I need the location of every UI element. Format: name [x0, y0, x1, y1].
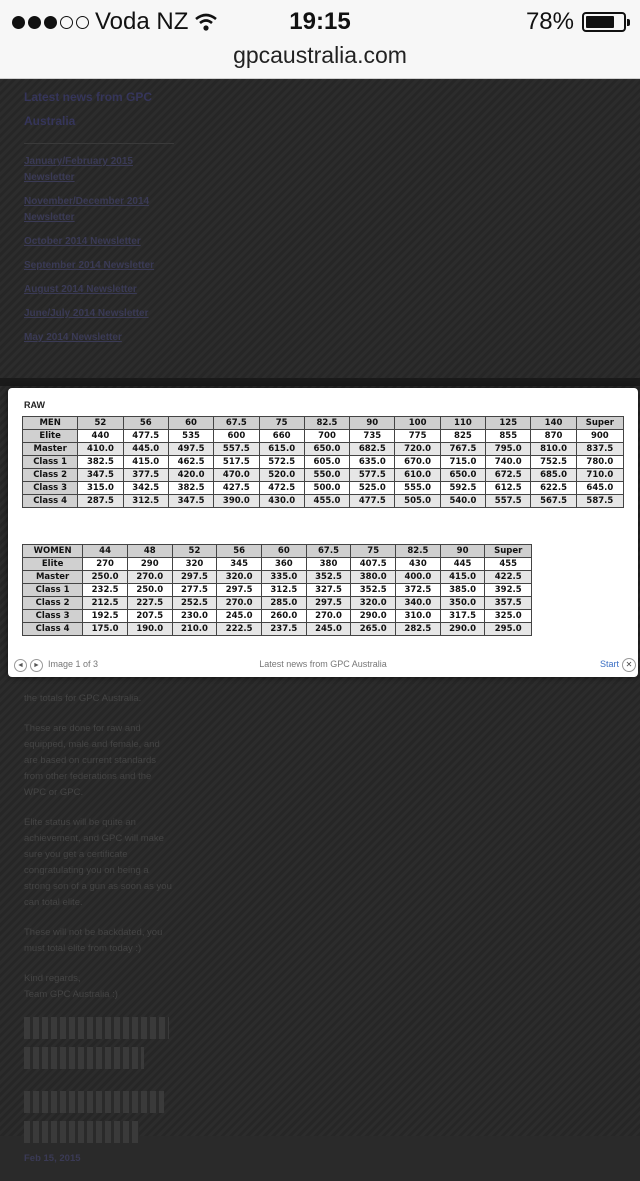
table-cell: 622.5: [531, 482, 576, 495]
table-cell: 752.5: [531, 456, 576, 469]
table-cell: 270: [83, 558, 128, 571]
table-cell: 715.0: [440, 456, 485, 469]
table-cell: 462.5: [168, 456, 213, 469]
table-cell: 250.0: [83, 571, 128, 584]
women-standards-table: [22, 544, 532, 636]
table-row: [23, 597, 532, 610]
table-cell: 470.0: [214, 469, 259, 482]
table-cell: 900: [576, 430, 623, 443]
table-cell: 317.5: [440, 610, 485, 623]
table-row: [23, 584, 532, 597]
table-cell: 577.5: [350, 469, 395, 482]
table-cell: 270.0: [127, 571, 172, 584]
table-cell: 237.5: [261, 623, 306, 636]
table-row: [23, 482, 624, 495]
table-cell: 335.0: [261, 571, 306, 584]
row-label-cell: MEN: [23, 417, 78, 430]
image-counter: Image 1 of 3: [48, 659, 99, 669]
table-cell: 795.0: [486, 443, 531, 456]
table-cell: 825: [440, 430, 485, 443]
carrier-name: Voda NZ: [95, 8, 189, 35]
table-cell: 110: [440, 417, 485, 430]
table-cell: 232.5: [83, 584, 128, 597]
image-title: RAW: [24, 400, 45, 410]
table-cell: 320.0: [351, 597, 396, 610]
table-cell: 297.5: [217, 584, 262, 597]
row-label-cell: Master: [23, 443, 78, 456]
table-cell: 672.5: [486, 469, 531, 482]
table-cell: 60: [168, 417, 213, 430]
newsletter-link[interactable]: November/December 2014 Newsletter: [24, 196, 150, 223]
slideshow-start-button[interactable]: Start: [600, 659, 620, 669]
table-cell: 60: [261, 545, 306, 558]
table-cell: 572.5: [259, 456, 304, 469]
table-cell: 270.0: [306, 610, 351, 623]
row-label-cell: Class 4: [23, 623, 83, 636]
table-cell: 282.5: [396, 623, 441, 636]
table-cell: 775: [395, 430, 440, 443]
table-cell: 385.0: [440, 584, 485, 597]
table-cell: 685.0: [531, 469, 576, 482]
newsletter-link[interactable]: January/February 2015 Newsletter: [24, 156, 133, 183]
row-label-cell: Elite: [23, 558, 83, 571]
table-cell: 592.5: [440, 482, 485, 495]
article-paragraph: the totals for GPC Australia.: [24, 693, 142, 704]
prev-image-button[interactable]: ◄: [14, 659, 27, 672]
table-cell: 245.0: [217, 610, 262, 623]
table-cell: 250.0: [127, 584, 172, 597]
newsletter-link[interactable]: June/July 2014 Newsletter: [24, 308, 149, 319]
table-cell: 550.0: [304, 469, 349, 482]
table-cell: 320: [172, 558, 217, 571]
table-cell: 720.0: [395, 443, 440, 456]
url-text[interactable]: gpcaustralia.com: [233, 42, 407, 68]
table-cell: 420.0: [168, 469, 213, 482]
table-cell: 347.5: [78, 469, 123, 482]
table-cell: 352.5: [306, 571, 351, 584]
table-cell: 650.0: [440, 469, 485, 482]
news-heading: Latest news from GPC Australia: [24, 90, 153, 128]
table-cell: 212.5: [83, 597, 128, 610]
table-cell: 837.5: [576, 443, 623, 456]
row-label-cell: WOMEN: [23, 545, 83, 558]
table-cell: 82.5: [396, 545, 441, 558]
table-cell: 477.5: [350, 495, 395, 508]
row-label-cell: Class 2: [23, 469, 78, 482]
lightbox: [8, 388, 638, 677]
table-cell: 455.0: [304, 495, 349, 508]
article-paragraph: These will not be backdated, you must total elite from today :): [24, 927, 163, 954]
table-cell: 190.0: [127, 623, 172, 636]
table-cell: 245.0: [306, 623, 351, 636]
table-cell: 682.5: [350, 443, 395, 456]
table-cell: Super: [576, 417, 623, 430]
table-cell: 525.0: [350, 482, 395, 495]
table-cell: 297.5: [306, 597, 351, 610]
table-cell: 100: [395, 417, 440, 430]
table-cell: 372.5: [396, 584, 441, 597]
table-cell: 422.5: [485, 571, 532, 584]
table-cell: 350.0: [440, 597, 485, 610]
table-cell: 660: [259, 430, 304, 443]
table-cell: 392.5: [485, 584, 532, 597]
table-cell: 380: [306, 558, 351, 571]
clock: 19:15: [289, 8, 351, 35]
table-row: [23, 495, 624, 508]
table-cell: 56: [217, 545, 262, 558]
table-row: [23, 456, 624, 469]
table-cell: 445: [440, 558, 485, 571]
table-cell: 735: [350, 430, 395, 443]
close-icon[interactable]: ✕: [622, 658, 636, 672]
lightbox-footer: [8, 656, 638, 674]
table-cell: 56: [123, 417, 168, 430]
table-cell: 287.5: [78, 495, 123, 508]
table-cell: 252.5: [172, 597, 217, 610]
table-header-row: [23, 417, 624, 430]
table-cell: 270.0: [217, 597, 262, 610]
status-bar: [0, 0, 640, 40]
table-cell: 497.5: [168, 443, 213, 456]
table-cell: 52: [172, 545, 217, 558]
table-cell: 315.0: [78, 482, 123, 495]
table-cell: 75: [259, 417, 304, 430]
table-cell: 90: [440, 545, 485, 558]
battery-percent: 78%: [525, 8, 574, 35]
newsletter-link[interactable]: August 2014 Newsletter: [24, 284, 137, 295]
table-cell: 650.0: [304, 443, 349, 456]
next-image-button[interactable]: ►: [30, 659, 43, 672]
table-cell: 227.5: [127, 597, 172, 610]
news-sidebar: [24, 85, 174, 354]
table-cell: 125: [486, 417, 531, 430]
lightbox-image[interactable]: [22, 396, 630, 648]
table-cell: 415.0: [123, 456, 168, 469]
table-cell: 670.0: [395, 456, 440, 469]
table-cell: 352.5: [351, 584, 396, 597]
article-body: [24, 691, 174, 1181]
table-cell: 67.5: [214, 417, 259, 430]
table-row: [23, 469, 624, 482]
table-cell: 67.5: [306, 545, 351, 558]
table-cell: 445.0: [123, 443, 168, 456]
table-cell: 285.0: [261, 597, 306, 610]
table-cell: 557.5: [214, 443, 259, 456]
table-row: [23, 443, 624, 456]
table-row: [23, 623, 532, 636]
table-cell: 207.5: [127, 610, 172, 623]
table-cell: 500.0: [304, 482, 349, 495]
thumbnail-strip: [24, 1017, 169, 1143]
table-cell: 382.5: [168, 482, 213, 495]
table-cell: 430: [396, 558, 441, 571]
table-cell: 230.0: [172, 610, 217, 623]
table-cell: 557.5: [486, 495, 531, 508]
table-cell: 855: [486, 430, 531, 443]
table-cell: 327.5: [306, 584, 351, 597]
table-cell: 430.0: [259, 495, 304, 508]
table-cell: 192.5: [83, 610, 128, 623]
divider: [24, 143, 174, 144]
table-cell: 710.0: [576, 469, 623, 482]
article-paragraph: Elite status will be quite an achievement, and GPC will make sure you get a certificate congratulating you on being a strong son of a gun as soon as you can total elite.: [24, 817, 172, 908]
table-cell: 567.5: [531, 495, 576, 508]
table-cell: 295.0: [485, 623, 532, 636]
table-cell: 390.0: [214, 495, 259, 508]
table-cell: 415.0: [440, 571, 485, 584]
table-cell: 610.0: [395, 469, 440, 482]
table-cell: 427.5: [214, 482, 259, 495]
table-cell: 310.0: [396, 610, 441, 623]
table-cell: 767.5: [440, 443, 485, 456]
image-caption: Latest news from GPC Australia: [259, 659, 387, 669]
table-cell: 260.0: [261, 610, 306, 623]
table-cell: 555.0: [395, 482, 440, 495]
newsletter-link[interactable]: September 2014 Newsletter: [24, 260, 155, 271]
table-header-row: [23, 545, 532, 558]
table-cell: 377.5: [123, 469, 168, 482]
table-cell: 455: [485, 558, 532, 571]
table-cell: 382.5: [78, 456, 123, 469]
table-cell: 440: [78, 430, 123, 443]
table-cell: 380.0: [351, 571, 396, 584]
table-cell: 312.5: [261, 584, 306, 597]
row-label-cell: Class 3: [23, 610, 83, 623]
table-cell: 48: [127, 545, 172, 558]
table-cell: 342.5: [123, 482, 168, 495]
table-cell: 297.5: [172, 571, 217, 584]
table-cell: 477.5: [123, 430, 168, 443]
table-cell: 645.0: [576, 482, 623, 495]
men-standards-table: [22, 416, 624, 508]
table-cell: 75: [351, 545, 396, 558]
table-cell: 290.0: [440, 623, 485, 636]
table-cell: 290.0: [351, 610, 396, 623]
row-label-cell: Class 3: [23, 482, 78, 495]
newsletter-link[interactable]: October 2014 Newsletter: [24, 236, 141, 247]
article-paragraph: These are done for raw and equipped, male and female, and are based on current standards from other federations and the WPC or GPC.: [24, 723, 160, 798]
table-cell: 277.5: [172, 584, 217, 597]
table-cell: 345: [217, 558, 262, 571]
table-cell: 210.0: [172, 623, 217, 636]
table-cell: 517.5: [214, 456, 259, 469]
table-cell: 700: [304, 430, 349, 443]
table-cell: 600: [214, 430, 259, 443]
table-cell: 320.0: [217, 571, 262, 584]
row-label-cell: Class 1: [23, 584, 83, 597]
table-cell: 82.5: [304, 417, 349, 430]
table-cell: 357.5: [485, 597, 532, 610]
table-cell: 540.0: [440, 495, 485, 508]
table-row: [23, 571, 532, 584]
table-cell: 612.5: [486, 482, 531, 495]
table-cell: 407.5: [351, 558, 396, 571]
table-cell: 312.5: [123, 495, 168, 508]
table-cell: 360: [261, 558, 306, 571]
table-cell: 520.0: [259, 469, 304, 482]
table-cell: 615.0: [259, 443, 304, 456]
table-cell: 587.5: [576, 495, 623, 508]
row-label-cell: Class 1: [23, 456, 78, 469]
table-cell: 635.0: [350, 456, 395, 469]
table-cell: 340.0: [396, 597, 441, 610]
article-paragraph: Kind regards,: [24, 973, 81, 984]
article-paragraph: Team GPC Australia :): [24, 989, 118, 1000]
newsletter-link[interactable]: May 2014 Newsletter: [24, 332, 122, 343]
table-cell: 780.0: [576, 456, 623, 469]
row-label-cell: Elite: [23, 430, 78, 443]
address-bar[interactable]: [0, 40, 640, 79]
table-cell: 290: [127, 558, 172, 571]
table-cell: 347.5: [168, 495, 213, 508]
table-row: [23, 430, 624, 443]
post-date: Feb 15, 2015: [24, 1153, 81, 1164]
row-label-cell: Class 4: [23, 495, 78, 508]
table-cell: 90: [350, 417, 395, 430]
table-cell: 605.0: [304, 456, 349, 469]
row-label-cell: Master: [23, 571, 83, 584]
table-cell: 140: [531, 417, 576, 430]
battery-icon: [582, 12, 626, 32]
table-cell: 535: [168, 430, 213, 443]
table-cell: 222.5: [217, 623, 262, 636]
table-cell: 265.0: [351, 623, 396, 636]
table-cell: 740.0: [486, 456, 531, 469]
table-row: [23, 558, 532, 571]
table-cell: 870: [531, 430, 576, 443]
battery-group: [526, 8, 626, 36]
table-cell: 810.0: [531, 443, 576, 456]
table-cell: Super: [485, 545, 532, 558]
table-cell: 505.0: [395, 495, 440, 508]
row-label-cell: Class 2: [23, 597, 83, 610]
table-cell: 44: [83, 545, 128, 558]
table-cell: 472.5: [259, 482, 304, 495]
table-cell: 325.0: [485, 610, 532, 623]
table-cell: 175.0: [83, 623, 128, 636]
table-cell: 410.0: [78, 443, 123, 456]
table-cell: 400.0: [396, 571, 441, 584]
table-row: [23, 610, 532, 623]
overlay-shadow: [0, 378, 640, 386]
table-cell: 52: [78, 417, 123, 430]
